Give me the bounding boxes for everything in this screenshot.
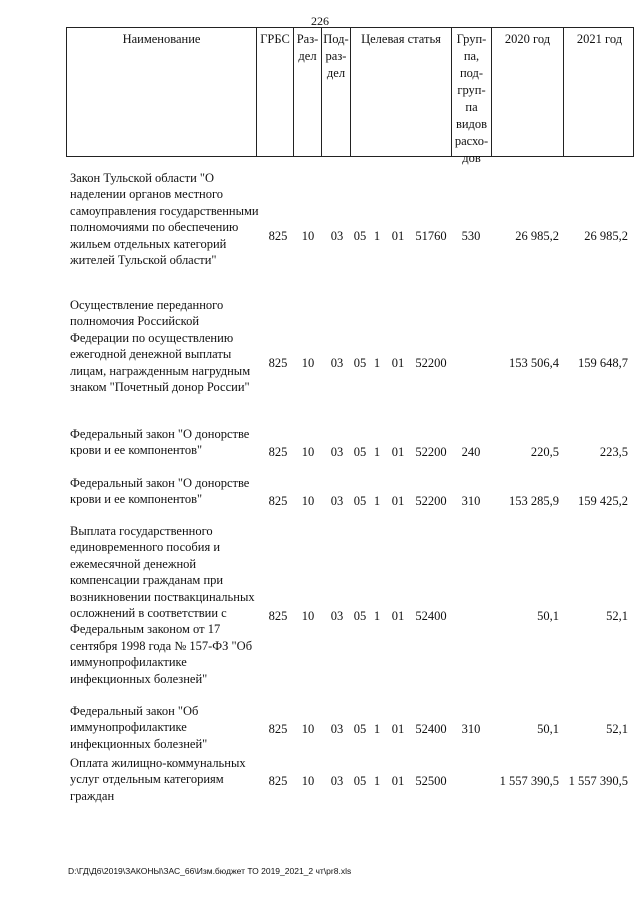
cell-grbs: 825 <box>268 722 288 736</box>
cell-pr: 03 <box>330 356 344 370</box>
cell-vr: 310 <box>461 722 481 736</box>
cell-y2020: 50,1 <box>537 722 559 736</box>
cell-t3: 01 <box>391 445 405 459</box>
cell-t3: 01 <box>391 494 405 508</box>
cell-y2020: 50,1 <box>537 609 559 623</box>
cell-y2020: 26 985,2 <box>515 229 559 243</box>
cell-y2021: 26 985,2 <box>584 229 628 243</box>
cell-t4: 52200 <box>415 356 447 370</box>
header-2021: 2021 год <box>576 32 623 46</box>
cell-y2020: 220,5 <box>530 445 559 459</box>
cell-t1: 05 <box>353 356 367 370</box>
cell-pr: 03 <box>330 722 344 736</box>
row-name: Федеральный закон "Об иммунопрофилактике инфекционных болезней" <box>70 704 208 751</box>
header-2020: 2020 год <box>492 28 564 156</box>
cell-t4: 52400 <box>415 722 447 736</box>
cell-y2021: 223,5 <box>599 445 628 459</box>
cell-t1: 05 <box>353 229 367 243</box>
header-target: Целевая статья <box>351 28 452 156</box>
cell-t4: 52500 <box>415 774 447 788</box>
page-number: 226 <box>311 14 329 28</box>
row-name: Закон Тульской области "О наделении органов местного самоуправления государственными полномочиями по обеспечению жильем отдельных категорий жителей Тульской области" <box>70 171 259 268</box>
cell-pr: 03 <box>330 229 344 243</box>
cell-t4: 52200 <box>415 494 447 508</box>
file-path-footer: D:\ГД\Д6\2019\ЗАКОНЫ\ЗАС_66\Изм.бюджет ТО 2019_2021_2 чт\pr8.xls <box>68 866 352 876</box>
cell-y2020: 1 557 390,5 <box>499 774 559 788</box>
cell-t1: 05 <box>353 609 367 623</box>
cell-t3: 01 <box>391 609 405 623</box>
cell-t1: 05 <box>353 445 367 459</box>
cell-y2021: 52,1 <box>606 609 628 623</box>
cell-t3: 01 <box>391 722 405 736</box>
cell-pr: 03 <box>330 445 344 459</box>
header-grbs: ГРБС <box>257 28 294 156</box>
cell-t3: 01 <box>391 774 405 788</box>
cell-t2: 1 <box>373 722 381 736</box>
cell-vr: 310 <box>461 494 481 508</box>
row-name: Выплата государственного единовременного пособия и ежемесячной денежной компенсации гражданам при возникновении поствакцинальных осложнений в соответствии с Федеральным законом от 17 сентября 1998 года № 157-ФЗ "Об иммунопрофилактике инфекционных болезней" <box>70 524 255 686</box>
cell-t4: 52200 <box>415 445 447 459</box>
cell-rz: 10 <box>301 774 315 788</box>
cell-t4: 52400 <box>415 609 447 623</box>
row-name: Федеральный закон "О донорстве крови и ее компонентов" <box>70 476 250 507</box>
cell-rz: 10 <box>301 494 315 508</box>
row-name: Оплата жилищно-коммунальных услуг отдельным категориям граждан <box>70 756 246 803</box>
cell-t2: 1 <box>373 356 381 370</box>
cell-t2: 1 <box>373 445 381 459</box>
table-header <box>66 27 634 165</box>
cell-t2: 1 <box>373 229 381 243</box>
cell-t2: 1 <box>373 494 381 508</box>
cell-y2020: 153 285,9 <box>509 494 559 508</box>
cell-t3: 01 <box>391 229 405 243</box>
cell-t2: 1 <box>373 609 381 623</box>
header-razdel: Раз- дел <box>294 28 322 156</box>
cell-pr: 03 <box>330 609 344 623</box>
cell-t1: 05 <box>353 494 367 508</box>
cell-t3: 01 <box>391 356 405 370</box>
cell-y2021: 52,1 <box>606 722 628 736</box>
cell-vr: 240 <box>461 445 481 459</box>
cell-rz: 10 <box>301 356 315 370</box>
cell-rz: 10 <box>301 445 315 459</box>
cell-t1: 05 <box>353 774 367 788</box>
cell-vr: 530 <box>461 229 481 243</box>
cell-pr: 03 <box>330 494 344 508</box>
cell-t4: 51760 <box>415 229 447 243</box>
cell-t2: 1 <box>373 774 381 788</box>
header-podrazdel: Под- раз- дел <box>322 28 351 156</box>
cell-y2021: 1 557 390,5 <box>568 774 628 788</box>
header-group: Груп- па, под- груп- па видов расхо- дов <box>452 28 492 156</box>
cell-t1: 05 <box>353 722 367 736</box>
cell-grbs: 825 <box>268 494 288 508</box>
row-name: Федеральный закон "О донорстве крови и ее компонентов" <box>70 427 250 458</box>
cell-y2020: 153 506,4 <box>509 356 559 370</box>
cell-grbs: 825 <box>268 445 288 459</box>
cell-grbs: 825 <box>268 774 288 788</box>
cell-rz: 10 <box>301 229 315 243</box>
cell-y2021: 159 425,2 <box>578 494 628 508</box>
cell-grbs: 825 <box>268 229 288 243</box>
cell-grbs: 825 <box>268 609 288 623</box>
cell-y2021: 159 648,7 <box>578 356 628 370</box>
cell-pr: 03 <box>330 774 344 788</box>
row-name: Осуществление переданного полномочия Российской Федерации по осуществлению ежегодной денежной выплаты лицам, награжденным нагрудным знаком "Почетный донор России" <box>70 298 251 395</box>
cell-grbs: 825 <box>268 356 288 370</box>
cell-rz: 10 <box>301 609 315 623</box>
header-name: Наименование <box>67 28 257 156</box>
cell-rz: 10 <box>301 722 315 736</box>
